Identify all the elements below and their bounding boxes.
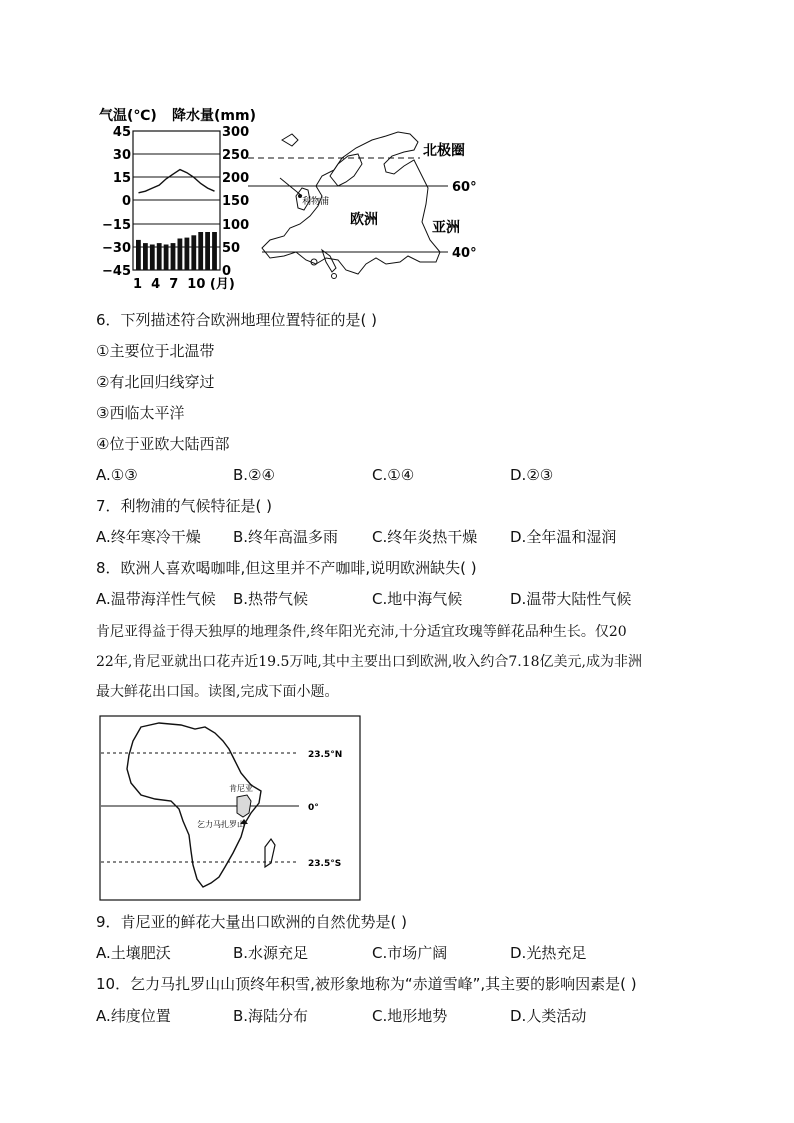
q7-option-a[interactable]: A.终年寒冷干燥 (96, 528, 201, 546)
q6-item: ④位于亚欧大陆西部 (96, 435, 230, 453)
q8-option-b[interactable]: B.热带气候 (233, 590, 309, 608)
passage-line: 最大鲜花出口国。读图,完成下面小题。 (96, 684, 339, 700)
precipitation-bars (136, 232, 217, 270)
temp-ticks (102, 125, 131, 279)
temp-axis-label: 气温(℃) (99, 108, 157, 124)
scandinavia-coast (330, 154, 362, 186)
q6-item: ①主要位于北温带 (96, 342, 215, 360)
q9-option-d[interactable]: D.光热充足 (510, 944, 587, 962)
lat60-label: 60° (452, 180, 477, 195)
precipitation-bar (205, 232, 210, 270)
passage-line: 肯尼亚得益于得天独厚的地理条件,终年阳光充沛,十分适宜玫瑰等鲜花品种生长。仅20 (96, 624, 627, 640)
precipitation-bar (164, 245, 169, 271)
precip-ticks (222, 125, 249, 279)
precip-tick: 200 (222, 171, 250, 186)
q9-option-c[interactable]: C.市场广阔 (372, 944, 448, 962)
q8-option-a[interactable]: A.温带海洋性气候 (96, 590, 216, 608)
sicily-island (332, 274, 337, 279)
q7-option-c[interactable]: C.终年炎热干燥 (372, 528, 478, 546)
equator-label: 0° (308, 803, 319, 813)
precip-tick: 300 (222, 125, 250, 140)
climate-map-figure (0, 0, 794, 300)
q7-option-b[interactable]: B.终年高温多雨 (233, 528, 339, 546)
precipitation-bar (157, 243, 162, 270)
q6-item: ③西临太平洋 (96, 404, 185, 422)
precip-tick: 250 (222, 148, 250, 163)
lat40-label: 40° (452, 246, 477, 261)
q8-option-d[interactable]: D.温带大陆性气候 (510, 590, 632, 608)
q8-option-c[interactable]: C.地中海气候 (372, 590, 463, 608)
precipitation-bar (198, 232, 203, 270)
precip-tick: 50 (222, 241, 241, 256)
iceland-island (282, 134, 298, 146)
q6-item: ②有北回归线穿过 (96, 373, 215, 391)
temperature-curve (139, 170, 215, 193)
temp-tick: 45 (112, 125, 131, 140)
q6-stem: 6．下列描述符合欧洲地理位置特征的是( ) (96, 311, 378, 329)
q6-option-b[interactable]: B.②④ (233, 466, 275, 484)
q6-option-c[interactable]: C.①④ (372, 466, 415, 484)
precipitation-bar (191, 235, 196, 270)
q10-option-d[interactable]: D.人类活动 (510, 1007, 587, 1025)
q6-option-d[interactable]: D.②③ (510, 466, 554, 484)
q9-option-a[interactable]: A.土壤肥沃 (96, 944, 171, 962)
temp-tick: 15 (112, 171, 131, 186)
africa-map-figure (99, 715, 361, 901)
city-pointer (280, 178, 302, 196)
precipitation-bar (178, 239, 183, 271)
q10-option-a[interactable]: A.纬度位置 (96, 1007, 171, 1025)
temp-tick: −45 (102, 264, 131, 279)
q9-stem: 9．肯尼亚的鲜花大量出口欧洲的自然优势是( ) (96, 913, 408, 931)
kilimanjaro-label: 乞力马扎罗山 (197, 820, 245, 829)
precipitation-bar (143, 243, 148, 270)
temp-tick: 30 (112, 148, 131, 163)
precip-axis-label: 降水量(mm) (172, 108, 256, 124)
europe-label: 欧洲 (350, 212, 378, 228)
arctic-circle-label: 北极圈 (423, 143, 465, 159)
italy-peninsula (322, 250, 336, 272)
precip-tick: 0 (222, 264, 232, 279)
q10-stem: 10．乞力马扎罗山山顶终年积雪,被形象地称为“赤道雪峰”,其主要的影响因素是( ) (96, 975, 637, 993)
liverpool-label: 利物浦 (302, 197, 330, 207)
europe-map (262, 132, 440, 279)
precipitation-bar (136, 240, 141, 270)
q6-option-a[interactable]: A.①③ (96, 466, 138, 484)
asia-label: 亚洲 (432, 220, 460, 236)
q7-stem: 7．利物浦的气候特征是( ) (96, 497, 273, 515)
europe-coastline (262, 132, 440, 274)
africa-map-frame (100, 716, 360, 900)
precipitation-bar (212, 232, 217, 270)
q9-option-b[interactable]: B.水源充足 (233, 944, 309, 962)
month-axis-label: 1 4 7 10 (月) (133, 277, 235, 292)
q8-stem: 8．欧洲人喜欢喝咖啡,但这里并不产咖啡,说明欧洲缺失( ) (96, 559, 477, 577)
precipitation-bar (171, 243, 176, 270)
temp-tick: −30 (102, 241, 131, 256)
precip-tick: 100 (222, 218, 250, 233)
temp-tick: −15 (102, 218, 131, 233)
q7-option-d[interactable]: D.全年温和湿润 (510, 528, 617, 546)
q10-option-c[interactable]: C.地形地势 (372, 1007, 448, 1025)
precipitation-bar (150, 245, 155, 271)
passage-line: 22年,肯尼亚就出口花卉近19.5万吨,其中主要出口到欧洲,收入约合7.18亿美元,成为非洲 (96, 654, 642, 670)
lat-south-label: 23.5°S (308, 859, 342, 869)
q10-option-b[interactable]: B.海陆分布 (233, 1007, 309, 1025)
kenya-label: 肯尼亚 (229, 784, 253, 793)
temp-tick: 0 (121, 194, 131, 209)
lat-north-label: 23.5°N (308, 750, 343, 760)
precipitation-bar (185, 238, 190, 270)
precip-tick: 150 (222, 194, 250, 209)
